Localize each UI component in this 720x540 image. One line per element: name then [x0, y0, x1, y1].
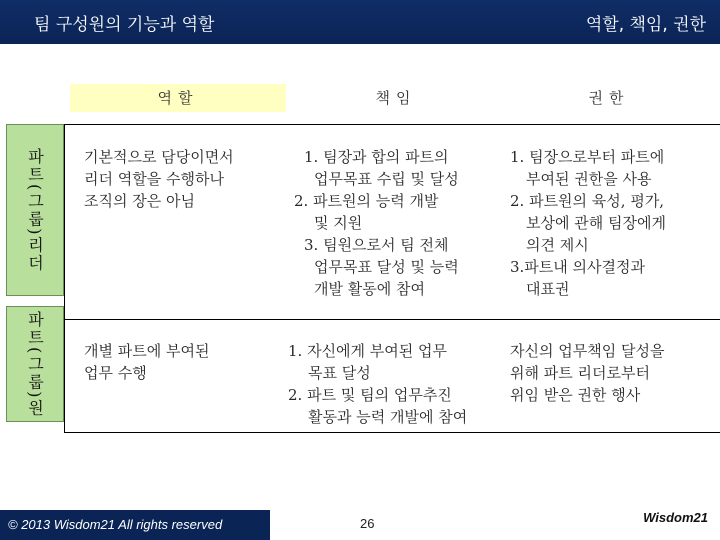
cell-member-responsibility: 1. 자신에게 부여된 업무 목표 달성 2. 파트 및 팀의 업무추진 활동과 능력 개발에 참여 [288, 342, 468, 426]
row-label-part-leader: 파트(그룹)리더 [6, 124, 64, 296]
slide-header [0, 0, 720, 44]
page-subtitle: 역할, 책임, 권한 [585, 15, 706, 35]
page-title: 팀 구성원의 기능과 역할 [34, 15, 215, 35]
table-left-border [64, 124, 65, 432]
copyright-notice: © 2013 Wisdom21 All rights reserved [0, 510, 270, 540]
table-top-border [64, 124, 720, 125]
cell-leader-role: 기본적으로 담당이면서 리더 역할을 수행하나 조직의 장은 아님 [84, 148, 234, 210]
cell-leader-authority: 1. 팀장으로부터 파트에 부여된 권한을 사용 2. 파트원의 육성, 평가, 보상에 관해 팀장에게 의견 제시 3.파트내 의사결정과 대표권 [510, 148, 666, 298]
cell-member-authority: 자신의 업무책임 달성을 위해 파트 리더로부터 위임 받은 권한 행사 [510, 342, 665, 404]
brand-mark: Wisdom21 [643, 510, 708, 525]
column-header-authority: 권한 [506, 84, 712, 112]
page-number: 26 [360, 516, 375, 531]
table-bottom-border [64, 432, 720, 433]
cell-leader-responsibility: 1. 팀장과 합의 파트의 업무목표 수립 및 달성 2. 파트원의 능력 개발 및 지원 3. 팀원으로서 팀 전체 업무목표 달성 및 능력 개발 활동에 참여 [294, 148, 459, 298]
cell-member-role: 개별 파트에 부여된 업무 수행 [84, 342, 210, 382]
table-row-divider [64, 319, 720, 320]
row-label-part-member: 파트(그룹)원 [6, 306, 64, 422]
column-header-responsibility: 책임 [286, 84, 506, 112]
column-header-role: 역할 [70, 84, 286, 112]
